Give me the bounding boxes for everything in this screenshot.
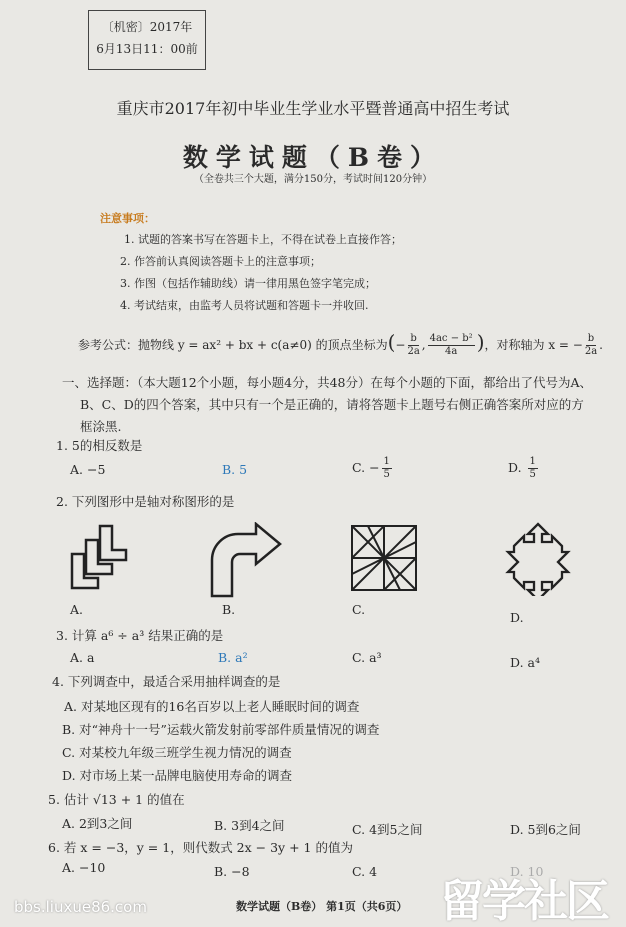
section-instructions: 一、选择题：（本大题12个小题，每小题4分，共48分）在每个小题的下面，都给出了代号为A、: [62, 375, 593, 390]
watermark-url: bbs.liuxue86.com: [14, 898, 147, 916]
question-1-stem: 1. 5的相反数是: [56, 438, 143, 453]
section-instructions: B、C、D的四个答案，其中只有一个是正确的，请将答题卡上题号右侧正确答案所对应的方: [80, 397, 584, 412]
note-item: 1. 试题的答案书写在答题卡上，不得在试卷上直接作答；: [124, 233, 402, 246]
note-item: 2. 作答前认真阅读答题卡上的注意事项；: [120, 255, 321, 268]
formula-paren: ): [476, 330, 485, 354]
q3-option-c: C. a³: [352, 650, 382, 665]
formula-end: .: [599, 338, 603, 352]
fraction: $\frac{b}{2a}$: [584, 333, 598, 357]
q4-option-a: A. 对某地区现有的16名百岁以上老人睡眠时间的调查: [64, 699, 360, 714]
page-footer: 数学试题（B卷） 第1页（共6页）: [236, 900, 408, 913]
question-4-stem: 4. 下列调查中，最适合采用抽样调查的是: [52, 674, 281, 689]
confidential-stamp: [88, 10, 206, 70]
q5-option-d: D. 5到6之间: [510, 822, 581, 837]
formula-sign: −: [395, 338, 406, 352]
q6-option-b: B. −8: [214, 864, 250, 879]
q6-option-c: C. 4: [352, 864, 378, 879]
q4-option-c: C. 对某校九年级三班学生视力情况的调查: [62, 745, 292, 760]
note-item: 3. 作图（包括作辅助线）请一律用黑色签字笔完成；: [120, 277, 376, 290]
figure-b-bent-arrow: [206, 522, 286, 600]
q5-option-c: C. 4到5之间: [352, 822, 423, 837]
question-6-stem: 6. 若 x = −3，y = 1，则代数式 2x − 3y + 1 的值为: [48, 840, 353, 855]
question-5-stem: 5. 估计 √13 + 1 的值在: [48, 792, 185, 807]
q3-option-b: B. a²: [218, 650, 248, 665]
figure-a-l-shapes: [66, 522, 132, 594]
formula-paren: (: [387, 330, 396, 354]
formula-text: 参考公式：抛物线 y = ax² + bx + c(a≠0) 的顶点坐标为: [78, 338, 388, 352]
reference-formula: [78, 330, 603, 358]
q3-option-a: A. a: [70, 650, 95, 665]
subject-title: 数学试题（B卷）: [182, 143, 444, 172]
q1-option-a: A. −5: [70, 462, 106, 477]
q2-option-b: B.: [222, 602, 236, 617]
fraction: $\frac{b}{2a}$: [407, 333, 420, 357]
q1-option-c: C. − $\frac{1}{5}$: [352, 456, 390, 480]
q5-option-a: A. 2到3之间: [62, 816, 133, 831]
q2-option-d: D.: [510, 610, 524, 625]
question-2-stem: 2. 下列图形中是轴对称图形的是: [56, 494, 235, 509]
q6-option-d: D. 10: [510, 864, 544, 879]
fraction: $\frac{\text{4ac − b²}}{4a}$: [429, 333, 473, 357]
q3-option-d: D. a⁴: [510, 655, 540, 670]
stamp-line-1: 〔机密〕2017年: [101, 20, 193, 34]
exam-title: 重庆市2017年初中毕业生学业水平暨普通高中招生考试: [116, 99, 510, 118]
formula-comma: ,: [421, 338, 426, 352]
q6-option-a: A. −10: [62, 860, 106, 875]
section-instructions: 框涂黑.: [80, 419, 122, 434]
q1-option-d: D. $\frac{1}{5}$: [508, 456, 536, 480]
q4-option-d: D. 对市场上某一品牌电脑使用寿命的调查: [62, 768, 293, 783]
q5-option-b: B. 3到4之间: [214, 818, 285, 833]
watermark-logo: 留学社区: [440, 876, 608, 927]
notes-heading: 注意事项：: [100, 212, 155, 225]
q2-option-a: A.: [70, 602, 84, 617]
q2-option-c: C.: [352, 602, 366, 617]
stamp-line-2: 6月13日11：00前: [96, 42, 198, 56]
question-3-stem: 3. 计算 a⁶ ÷ a³ 结果正确的是: [56, 628, 224, 643]
exam-info: （全卷共三个大题，满分150分，考试时间120分钟）: [193, 174, 433, 185]
q4-option-b: B. 对“神舟十一号”运载火箭发射前零部件质量情况的调查: [62, 722, 380, 737]
formula-text: ，对称轴为 x = −: [484, 338, 583, 352]
note-item: 4. 考试结束，由监考人员将试题和答题卡一并收回.: [120, 299, 369, 312]
figure-d-star-shape: [500, 520, 576, 596]
figure-c-pinwheel: [350, 524, 418, 592]
q1-option-b: B. 5: [222, 462, 248, 477]
